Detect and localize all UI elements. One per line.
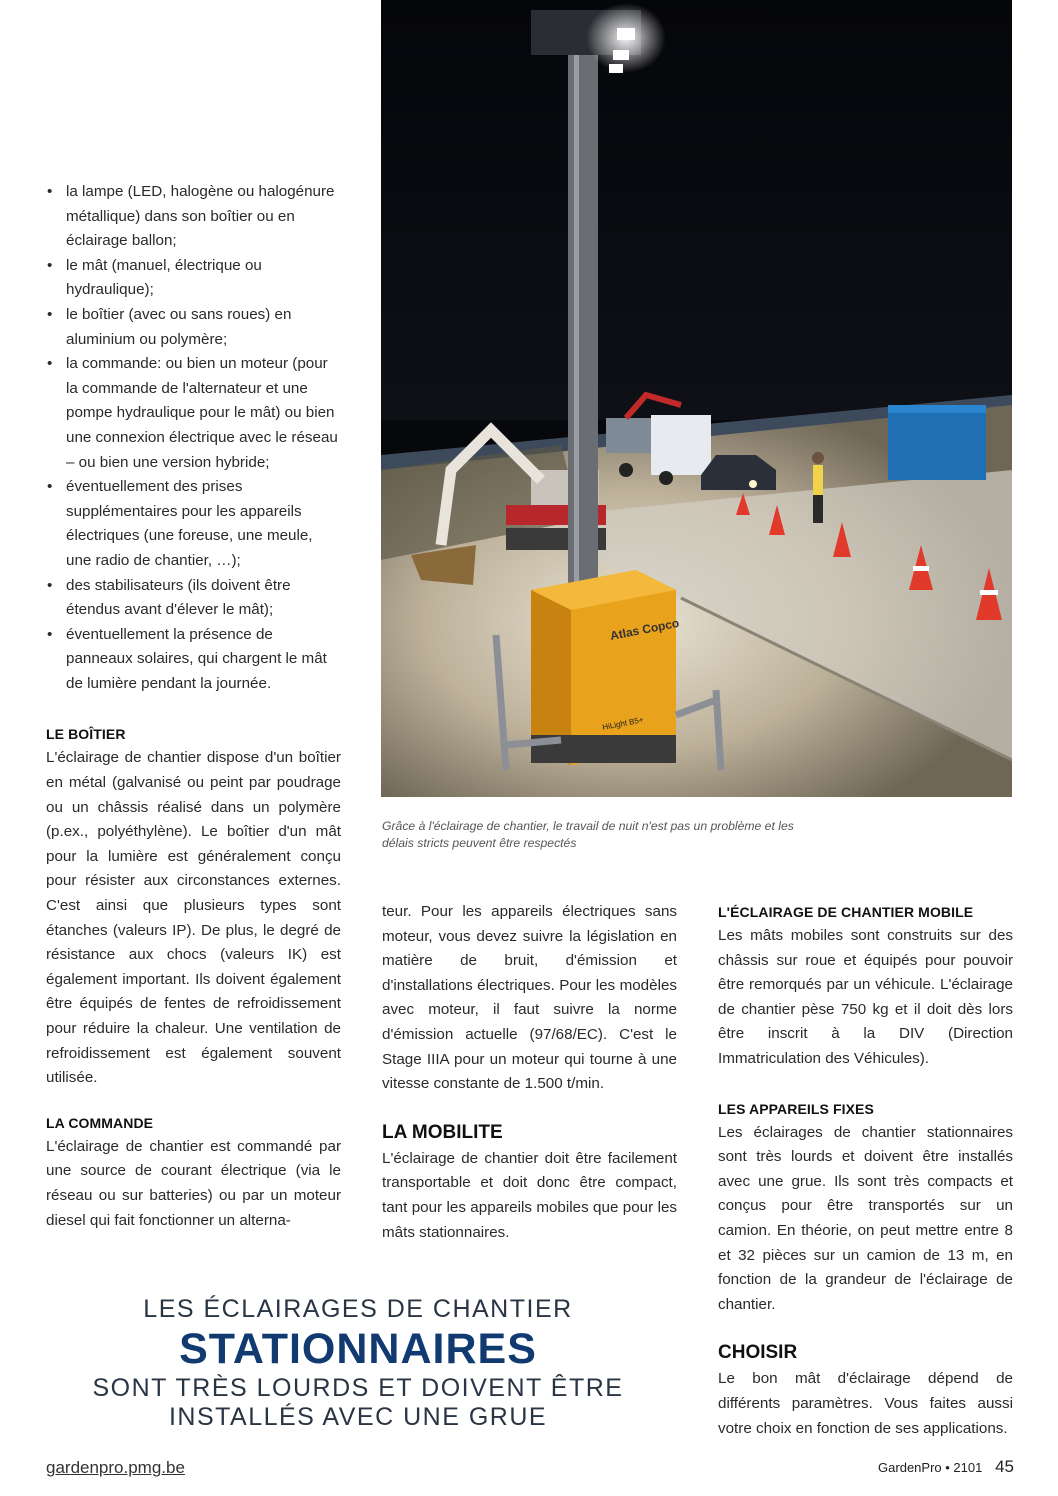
list-item: • éventuellement la présence de panneaux solaires, qui chargent le mât de lumière pendant la journée. bbox=[46, 623, 341, 697]
list-item: • la lampe (LED, halogène ou halogénure métallique) dans son boîtier ou en éclairage ballon; bbox=[46, 180, 341, 254]
list-item: • des stabilisateurs (ils doivent être étendus avant d'élever le mât); bbox=[46, 574, 341, 623]
boitier-paragraph: L'éclairage de chantier dispose d'un boîtier en métal (galvanisé ou peint par poudrage ou un châssis réalisé dans un polymère (p.ex., polyéthylène). Le boîtier d'un mât pour la lumière est généralement conçu pour résister aux circonstances externes. C'est ainsi que plusieurs types sont étanches (valeurs IP). De plus, le degré de résistance aux chocs (valeurs IK) est également important. Ils doivent également être équipés de fentes de refroidissement pour réduire la chaleur. Une ventilation de refroidissement est également souvent utilisée. bbox=[46, 749, 341, 1087]
section-heading-boitier: LE BOÎTIER bbox=[46, 726, 126, 743]
component-list bbox=[46, 180, 341, 696]
night-worksite-photo bbox=[381, 0, 1012, 797]
section-heading-mobile: L'ÉCLAIRAGE DE CHANTIER MOBILE bbox=[718, 904, 974, 920]
commande-paragraph: L'éclairage de chantier est commandé par une source de courant électrique (via le réseau ou sur batteries) ou par un moteur diesel qui fait fonctionner un alterna- bbox=[46, 1137, 341, 1229]
left-column bbox=[46, 180, 341, 1233]
list-item: • le mât (manuel, électrique ou hydraulique); bbox=[46, 254, 341, 303]
mobile-paragraph: Les mâts mobiles sont construits sur des châssis sur roue et équipés pour pouvoir être remorqués par un véhicule. L'éclairage de chantier pèse 750 kg et il doit dès lors être inscrit à la DIV (Direction Immatriculation des Véhicules). bbox=[718, 927, 1013, 1067]
section-heading-commande: LA COMMANDE bbox=[46, 1114, 154, 1131]
mast bbox=[568, 30, 598, 585]
page-footer bbox=[878, 1457, 1014, 1477]
worker bbox=[813, 465, 823, 495]
right-column bbox=[718, 900, 1013, 1441]
fixes-paragraph: Les éclairages de chantier stationnaires sont très lourds et doivent être installés avec une grue. Ils sont très compacts et conçus pour être transportés sur un camion. En théorie, on peut mettre entre 8 et 32 pièces sur un camion de 13 m, en fonction de la grandeur de l'éclairage de chantier. bbox=[718, 1123, 1013, 1313]
list-item: • éventuellement des prises supplémentaires pour les appareils électriques (une foreuse, une meule, une radio de chantier, …); bbox=[46, 475, 341, 573]
model-label: HiLight B5+ bbox=[601, 715, 645, 732]
section-heading-mobilite: LA MOBILITE bbox=[382, 1121, 503, 1143]
container bbox=[888, 405, 986, 480]
page-number: 45 bbox=[995, 1457, 1014, 1476]
magazine-issue: GardenPro • 2101 bbox=[878, 1460, 983, 1475]
choisir-paragraph: Le bon mât d'éclairage dépend de différents paramètres. Vous faites aussi votre choix en fonction de ses applications. bbox=[718, 1370, 1013, 1437]
brand-label: Atlas Copco bbox=[608, 615, 681, 643]
section-heading-fixes: LES APPAREILS FIXES bbox=[718, 1100, 874, 1117]
light-tower-illustration bbox=[381, 0, 1012, 797]
mobilite-paragraph: L'éclairage de chantier doit être facilement transportable et doit donc être compact, tant pour les appareils mobiles que pour les mâts stationnaires. bbox=[382, 1149, 677, 1241]
middle-column bbox=[382, 900, 677, 1245]
pull-quote-line-3: SONT TRÈS LOURDS ET DOIVENT ÊTRE INSTALLÉS AVEC UNE GRUE bbox=[92, 1374, 624, 1431]
photo-caption: Grâce à l'éclairage de chantier, le travail de nuit n'est pas un problème et les délais stricts peuvent être respectés bbox=[382, 819, 794, 850]
pull-quote-emphasis: STATIONNAIRES bbox=[179, 1325, 537, 1373]
list-item: • la commande: ou bien un moteur (pour la commande de l'alternateur et une pompe hydraulique pour le mât) ou bien une connexion électrique avec le réseau – ou bien une version hybride; bbox=[46, 352, 341, 475]
middle-paragraph: teur. Pour les appareils électriques sans moteur, vous devez suivre la législation en matière de bruit, d'émission et d'installations électriques. Pour les modèles avec moteur, il faut suivre la norme d'émission actuelle (97/68/EC). C'est le Stage IIIA pour un moteur qui tourne à une vitesse constante de 1.500 t/min. bbox=[382, 903, 677, 1093]
pull-quote bbox=[46, 1294, 670, 1432]
section-heading-choisir: CHOISIR bbox=[718, 1342, 798, 1364]
pull-quote-line-1: LES ÉCLAIRAGES DE CHANTIER bbox=[143, 1295, 573, 1323]
list-item: • le boîtier (avec ou sans roues) en aluminium ou polymère; bbox=[46, 303, 341, 352]
website-link[interactable]: gardenpro.pmg.be bbox=[46, 1458, 185, 1477]
